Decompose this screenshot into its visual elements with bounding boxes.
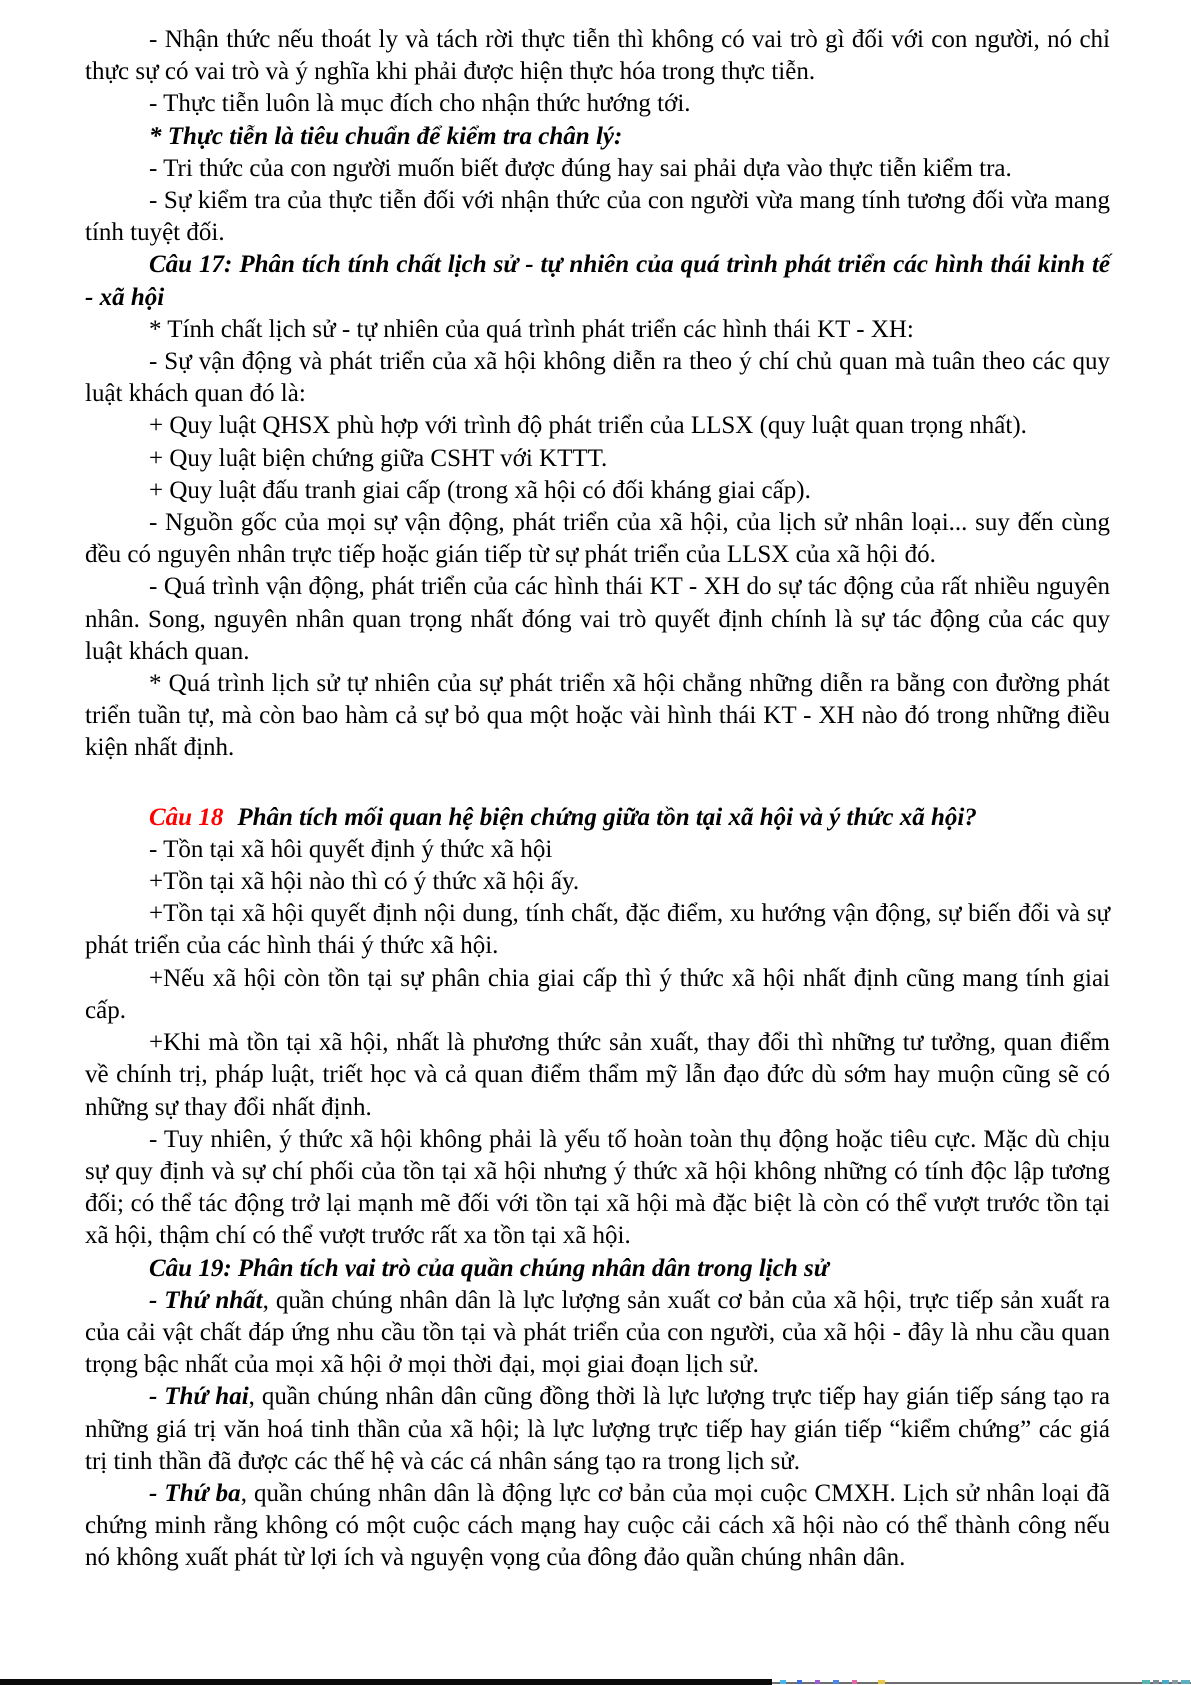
para-su-van-dong-phat-trien: - Sự vận động và phát triển của xã hội không diễn ra theo ý chí chủ quan mà tuân theo các quy luật khách quan đó là: <box>85 348 1110 408</box>
edge-speck <box>1142 1680 1150 1684</box>
heading-cau-17: Câu 17: Phân tích tính chất lịch sử - tự nhiên của quá trình phát triển các hình thái kinh tế - xã hội <box>85 251 1110 311</box>
para-ton-tai-nao-y-thuc-ay: +Tồn tại xã hội nào thì có ý thức xã hội ấy. <box>149 868 580 896</box>
para-ton-tai-quyet-dinh-noi-dung: +Tồn tại xã hội quyết định nội dung, tính chất, đặc điểm, xu hướng vận động, sự biến đổi và sự phát triển của các hình thái ý thức xã hội. <box>85 900 1110 960</box>
heading-cau-19: Câu 19: Phân tích vai trò của quần chúng nhân dân trong lịch sử <box>149 1254 829 1282</box>
para-nguon-goc-van-dong: - Nguồn gốc của mọi sự vận động, phát triển của xã hội, của lịch sử nhân loại... suy đến cùng đều có nguyên nhân trực tiếp hoặc gián tiếp từ sự phát triển của LLSX của xã hội đó. <box>85 509 1110 569</box>
para-thu-ba <box>85 1478 1110 1575</box>
para-qua-trinh-van-dong: - Quá trình vận động, phát triển của các hình thái KT - XH do sự tác động của rất nhiều nguyên nhân. Song, nguyên nhân quan trọng nhất đóng vai trò quyết định chính là sự tác động của các quy luật khách quan. <box>85 573 1110 665</box>
text-thu-hai: , quần chúng nhân dân cũng đồng thời là lực lượng trực tiếp hay gián tiếp sáng tạo ra những giá trị văn hoá tinh thần của xã hội; là lực lượng trực tiếp hay gián tiếp “kiểm chứng” các giá trị tinh thần đã được các thế hệ và các cá nhân sáng tạo ra trong lịch sử. <box>85 1383 1111 1475</box>
para-thuc-tien-muc-dich: - Thực tiễn luôn là mục đích cho nhận thức hướng tới. <box>149 90 691 118</box>
edge-black-bar <box>0 1679 772 1685</box>
question-number-18: Câu 18 <box>149 803 224 831</box>
edge-speck <box>852 1680 857 1684</box>
para-thu-hai <box>85 1381 1110 1478</box>
text-thu-nhat: , quần chúng nhân dân là lực lượng sản xuất cơ bản của xã hội, trực tiếp sản xuất ra của cải vật chất đáp ứng nhu cầu tồn tại và phát triển của con người, của xã hội - đây là nhu cầu quan trọng bậc nhất của mọi xã hội ở mọi thời đại, mọi giai đoạn lịch sử. <box>85 1286 1110 1379</box>
para-khi-ma-ton-tai-thay-doi: +Khi mà tồn tại xã hội, nhất là phương thức sản xuất, thay đổi thì những tư tưởng, quan điểm về chính trị, pháp luật, triết học và cả quan điểm thẩm mỹ lẫn đạo đức dù sớm hay muộn cũng sẽ có những sự thay đổi nhất định. <box>85 1029 1110 1121</box>
edge-speck <box>815 1680 820 1684</box>
edge-speck <box>1172 1680 1178 1684</box>
heading-cau-18 <box>85 802 1110 834</box>
text-thu-ba: , quần chúng nhân dân là động lực cơ bản của mọi cuộc CMXH. Lịch sử nhân loại đã chứng minh rằng không có một cuộc cách mạng hay cuộc cải cách xã hội nào có thể thành công nếu nó không xuất phát từ lợi ích và nguyện vọng của đông đảo quần chúng nhân dân. <box>85 1479 1110 1572</box>
edge-speck <box>797 1680 802 1684</box>
edge-speck <box>833 1680 839 1684</box>
para-quy-luat-dau-tranh: + Quy luật đấu tranh giai cấp (trong xã hội có đối kháng giai cấp). <box>149 476 811 504</box>
document-text-column <box>85 24 1110 1575</box>
para-nhan-thuc-thoat-ly: - Nhận thức nếu thoát ly và tách rời thực tiễn thì không có vai trò gì đối với con người, nó chỉ thực sự có vai trò và ý nghĩa khi phải được hiện thực hóa trong thực tiễn. <box>85 26 1110 86</box>
subheading-thuc-tien-tieu-chuan: * Thực tiễn là tiêu chuẩn để kiểm tra chân lý: <box>149 122 623 150</box>
para-qua-trinh-lich-su-tu-nhien: * Quá trình lịch sử tự nhiên của sự phát triển xã hội chẳng những diễn ra bằng con đường phát triển tuần tự, mà còn bao hàm cả sự bỏ qua một hoặc vài hình thái KT - XH nào đó trong những điều kiện nhất định. <box>85 670 1110 762</box>
edge-speck <box>780 1680 786 1684</box>
para-quy-luat-csht-kttt: + Quy luật biện chứng giữa CSHT với KTTT. <box>149 444 608 472</box>
lead-thu-ba: - Thứ ba <box>149 1479 241 1507</box>
para-thu-nhat <box>85 1285 1110 1382</box>
edge-speck <box>1153 1680 1159 1684</box>
lead-thu-hai: - Thứ hai <box>149 1383 249 1411</box>
edge-speck <box>1162 1680 1169 1684</box>
para-tuy-nhien-y-thuc: - Tuy nhiên, ý thức xã hội không phải là yếu tố hoàn toàn thụ động hoặc tiêu cực. Mặc dù chịu sự quy định và sự chí phối của tồn tại xã hội nhưng ý thức xã hội không những có tính độc lập tương đối; có thể tác động trở lại mạnh mẽ đối với tồn tại xã hội mà đặc biệt là còn có thể vượt trước tồn tại xã hội, thậm chí có thể vượt trước rất xa tồn tại xã hội. <box>85 1125 1110 1250</box>
lead-thu-nhat: - Thứ nhất <box>149 1286 263 1314</box>
para-tri-thuc-kiem-tra: - Tri thức của con người muốn biết được đúng hay sai phải dựa vào thực tiễn kiểm tra. <box>149 154 1012 182</box>
para-su-kiem-tra-tuong-doi: - Sự kiểm tra của thực tiễn đối với nhận thức của con người vừa mang tính tương đối vừa mang tính tuyệt đối. <box>85 187 1110 247</box>
screen-edge-artifact <box>0 1678 1191 1685</box>
para-neu-xa-hoi-giai-cap: +Nếu xã hội còn tồn tại sự phân chia giai cấp thì ý thức xã hội nhất định cũng mang tính giai cấp. <box>85 964 1110 1024</box>
edge-speck <box>878 1680 885 1684</box>
para-ton-tai-quyet-dinh: - Tồn tại xã hôi quyết định ý thức xã hội <box>149 835 553 863</box>
edge-speck <box>1181 1680 1190 1684</box>
para-quy-luat-qhsx: + Quy luật QHSX phù hợp với trình độ phát triển của LLSX (quy luật quan trọng nhất). <box>149 412 1027 440</box>
para-tinh-chat-lich-su: * Tính chất lịch sử - tự nhiên của quá trình phát triển các hình thái KT - XH: <box>149 315 914 343</box>
question-title-18: Phân tích mối quan hệ biện chứng giữa tồn tại xã hội và ý thức xã hội? <box>237 803 977 831</box>
